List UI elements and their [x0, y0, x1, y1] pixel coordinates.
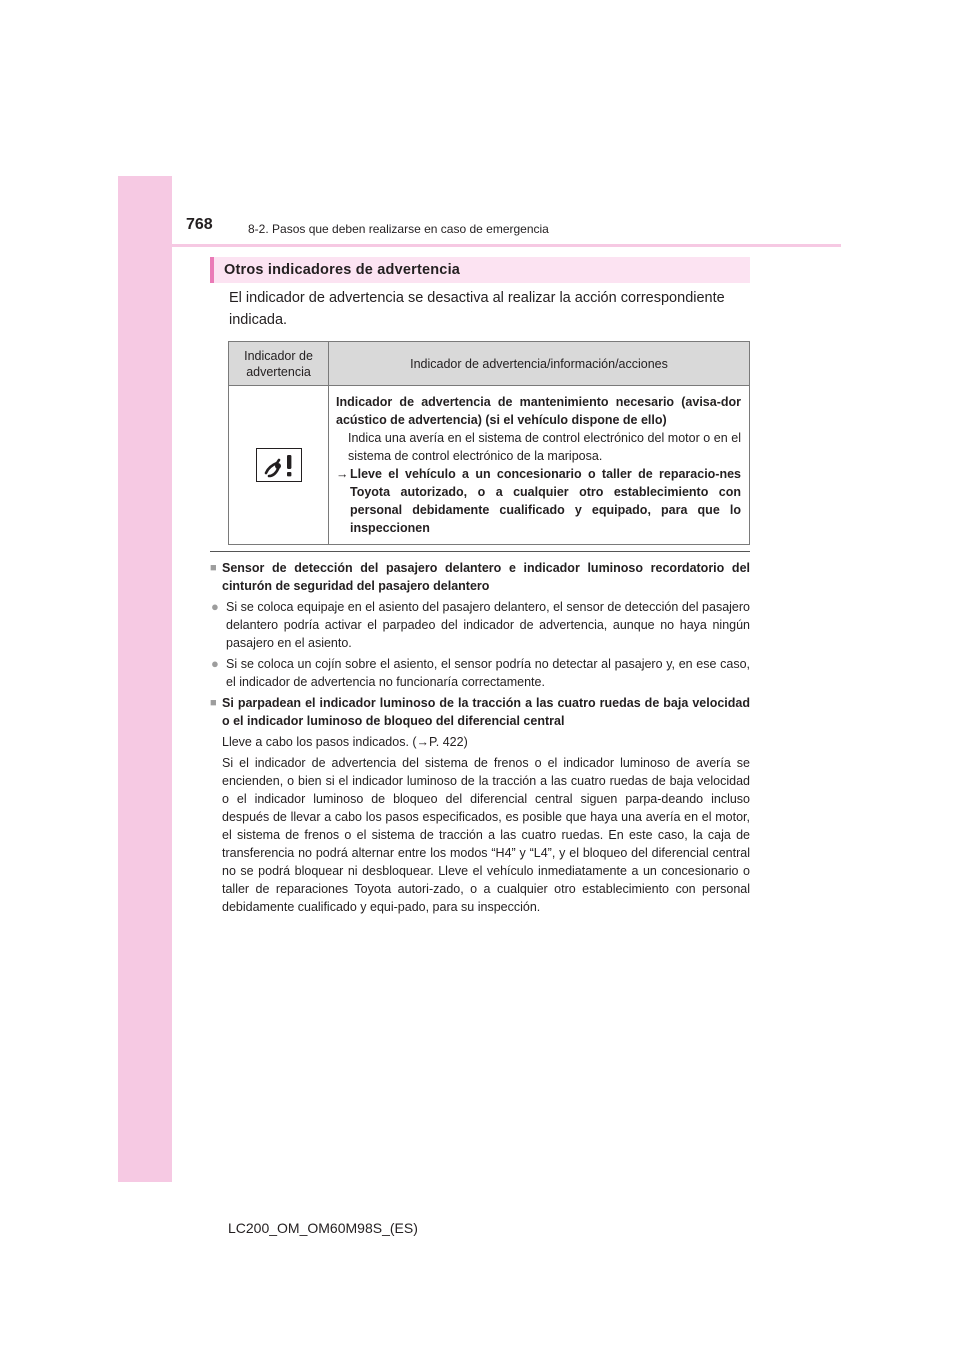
page-number: 768	[186, 216, 213, 233]
indicator-action-text: Lleve el vehículo a un concesionario o taller de reparacio-nes Toyota autorizado, o a cualquier otro establecimiento con personal debidamente cualificado y equipado, para que lo inspeccionen	[350, 467, 741, 535]
note-heading-passenger-sensor	[210, 559, 750, 595]
section-intro: El indicador de advertencia se desactiva al realizar la acción correspondiente indicada.	[229, 290, 725, 328]
section-heading-box	[210, 257, 750, 283]
header-rule	[118, 244, 841, 247]
note-paragraph: Si el indicador de advertencia del sistema de frenos o el indicador luminoso de avería se encienden, o bien si el indicador luminoso de la tracción a las cuatro ruedas de baja velocidad o el indicador luminoso de bloqueo del diferencial central siguen parpa-deando incluso después de llevar a cabo los pasos especificados, es posible que haya una avería en el motor, el sistema de frenos o el sistema de tracción a las cuatro ruedas. En este caso, la caja de transferencia no podrá alternar entre los modos “H4” y “L4”, y el bloqueo del diferencial central no se podrá bloquear ni desbloquear. Lleve el vehículo inmediatamente a un concesionario o taller de reparaciones Toyota autori-zado, o a cualquier otro establecimiento con personal debidamente cualificado y equi-pado, para su inspección.	[222, 756, 750, 914]
indicator-info-cell	[329, 386, 750, 545]
column-header-info: Indicador de advertencia/información/acciones	[329, 342, 750, 386]
table-row	[229, 386, 750, 545]
note-heading-text: Si parpadean el indicador luminoso de la tracción a las cuatro ruedas de baja velocidad o el indicador luminoso de bloqueo del diferencial central	[222, 696, 750, 728]
note-heading-4wd-indicator	[210, 694, 750, 730]
square-bullet-icon: ■	[210, 562, 217, 574]
indicator-action	[336, 465, 741, 537]
arrow-right-icon: →	[336, 467, 349, 481]
list-item-text: Si se coloca equipaje en el asiento del pasajero delantero, el sensor de detección del pasajero delantero podría activar el parpadeo del indicador de advertencia, aunque no haya ningún pasajero en el asiento.	[226, 600, 750, 650]
note-paragraph: Lleve a cabo los pasos indicados. (→P. 422)	[222, 735, 468, 749]
circle-bullet-icon: ●	[211, 599, 219, 614]
square-bullet-icon: ■	[210, 697, 217, 709]
table-header-row	[229, 342, 750, 386]
section-title: Otros indicadores de advertencia	[224, 262, 461, 278]
notes-section	[210, 559, 750, 919]
column-header-indicator: Indicador de advertencia	[229, 342, 329, 386]
list-item	[210, 598, 750, 652]
indicator-title: Indicador de advertencia de mantenimiento necesario (avisa-dor acústico de advertencia) (si el vehículo dispone de ello)	[336, 395, 741, 427]
list-item-text: Si se coloca un cojín sobre el asiento, el sensor podría no detectar al pasajero y, en ese caso, el indicador de advertencia no funcionaría correctamente.	[226, 657, 750, 689]
engine-maintenance-warning-icon	[256, 448, 302, 482]
note-heading-text: Sensor de detección del pasajero delantero e indicador luminoso recordatorio del cinturón de seguridad del pasajero delantero	[222, 561, 750, 593]
side-color-strip	[118, 176, 172, 1182]
notes-divider	[210, 551, 750, 552]
list-item	[210, 655, 750, 691]
indicator-icon-cell	[229, 386, 329, 545]
footer-code: LC200_OM_OM60M98S_(ES)	[228, 1220, 418, 1236]
chapter-title: 8-2. Pasos que deben realizarse en caso de emergencia	[248, 222, 549, 236]
indicator-description: Indica una avería en el sistema de control electrónico del motor o en el sistema de control electrónico de la mariposa.	[348, 431, 741, 463]
circle-bullet-icon: ●	[211, 656, 219, 671]
warning-indicator-table	[228, 341, 750, 545]
